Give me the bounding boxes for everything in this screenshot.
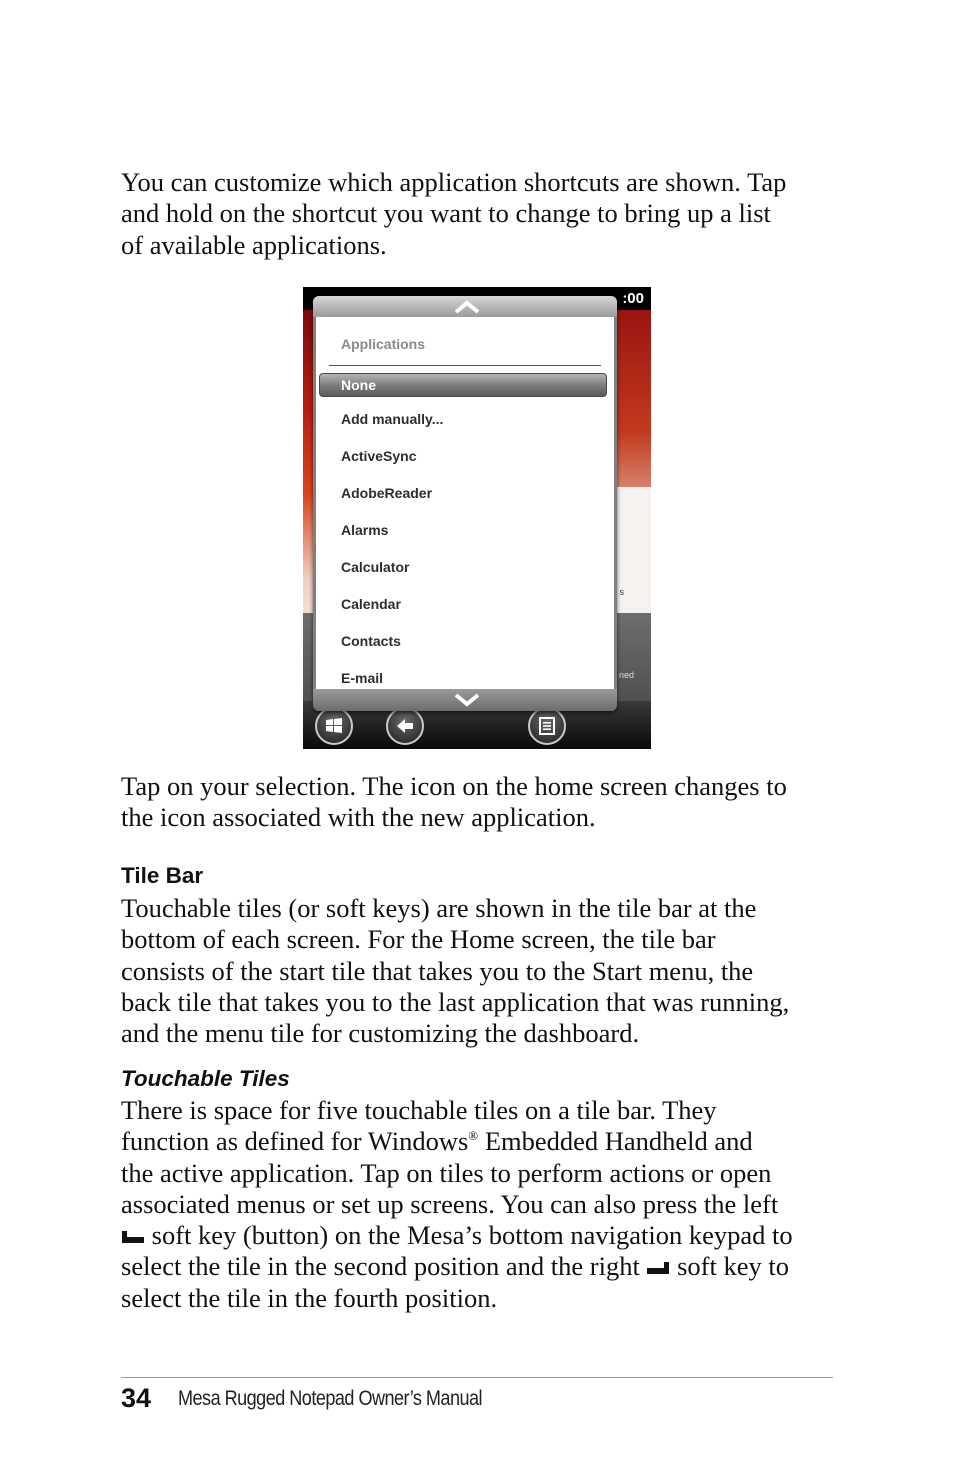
text-line: Tap on your selection. The icon on the home screen changes to — [121, 771, 787, 801]
chevron-up-icon — [454, 300, 480, 314]
section-heading: Tile Bar — [121, 863, 204, 888]
start-tile[interactable] — [315, 707, 353, 745]
footer-divider — [121, 1377, 833, 1378]
text-line: select the tile in the second position and the right soft key to — [121, 1251, 789, 1282]
text-line: function as defined for Windows® Embedded Handheld and — [121, 1126, 753, 1157]
text-line: of available applications. — [121, 229, 387, 260]
touchable-tiles-paragraph — [121, 1095, 841, 1314]
selection-paragraph — [121, 771, 841, 834]
applications-popup — [313, 296, 617, 711]
text-line: select the tile in the fourth position. — [121, 1282, 498, 1313]
status-clock: :00 — [622, 290, 644, 307]
text-line: associated menus or set up screens. You can also press the left — [121, 1188, 779, 1219]
list-item-label: None — [341, 377, 376, 393]
footer-title: Mesa Rugged Notepad Owner’s Manual — [178, 1387, 483, 1410]
text-line: Touchable tiles (or soft keys) are shown in the tile bar at the — [121, 893, 757, 923]
device-screenshot — [303, 287, 651, 749]
chevron-down-icon — [454, 693, 480, 707]
applications-list — [316, 317, 614, 689]
list-item[interactable]: Calculator — [341, 559, 410, 575]
text-line: the icon associated with the new application. — [121, 802, 596, 833]
side-label: ned — [618, 670, 634, 680]
list-item[interactable]: E-mail — [341, 670, 384, 686]
scroll-down-button[interactable] — [313, 689, 617, 711]
text-line: consists of the start tile that takes you to the Start menu, the — [121, 955, 754, 986]
tile-bar-paragraph — [121, 893, 841, 1049]
scroll-up-button[interactable] — [313, 296, 617, 317]
popup-title: Applications — [341, 336, 426, 352]
text-line: soft key (button) on the Mesa’s bottom navigation keypad to — [121, 1220, 841, 1251]
list-item[interactable]: Alarms — [341, 522, 389, 538]
list-item[interactable]: Add manually... — [341, 411, 444, 427]
menu-list-icon — [537, 716, 557, 736]
right-soft-key-icon — [646, 1262, 670, 1276]
intro-paragraph — [121, 167, 841, 261]
text-line: bottom of each screen. For the Home screen, the tile bar — [121, 924, 716, 955]
back-tile[interactable] — [386, 707, 424, 745]
text-line: back tile that takes you to the last application that was running, — [121, 986, 790, 1017]
text-line: the active application. Tap on tiles to perform actions or open — [121, 1157, 772, 1188]
text-line: You can customize which application shortcuts are shown. Tap — [121, 167, 787, 197]
popup-divider — [329, 365, 601, 366]
subsection-heading: Touchable Tiles — [121, 1066, 290, 1091]
registered-mark: ® — [468, 1128, 479, 1144]
list-item[interactable]: Calendar — [341, 596, 401, 612]
list-item-selected[interactable] — [319, 373, 607, 397]
menu-tile[interactable] — [528, 707, 566, 745]
text-line: There is space for five touchable tiles on a tile bar. They — [121, 1095, 717, 1125]
back-arrow-icon — [395, 716, 415, 736]
text-line: and hold on the shortcut you want to change to bring up a list — [121, 198, 771, 229]
side-label: s — [619, 587, 624, 597]
list-item[interactable]: Contacts — [341, 633, 401, 649]
windows-start-icon — [324, 716, 344, 736]
page-number: 34 — [121, 1383, 152, 1413]
left-soft-key-icon — [121, 1231, 145, 1245]
text-line: and the menu tile for customizing the dashboard. — [121, 1018, 640, 1049]
list-item[interactable]: ActiveSync — [341, 448, 417, 464]
list-item[interactable]: AdobeReader — [341, 485, 433, 501]
